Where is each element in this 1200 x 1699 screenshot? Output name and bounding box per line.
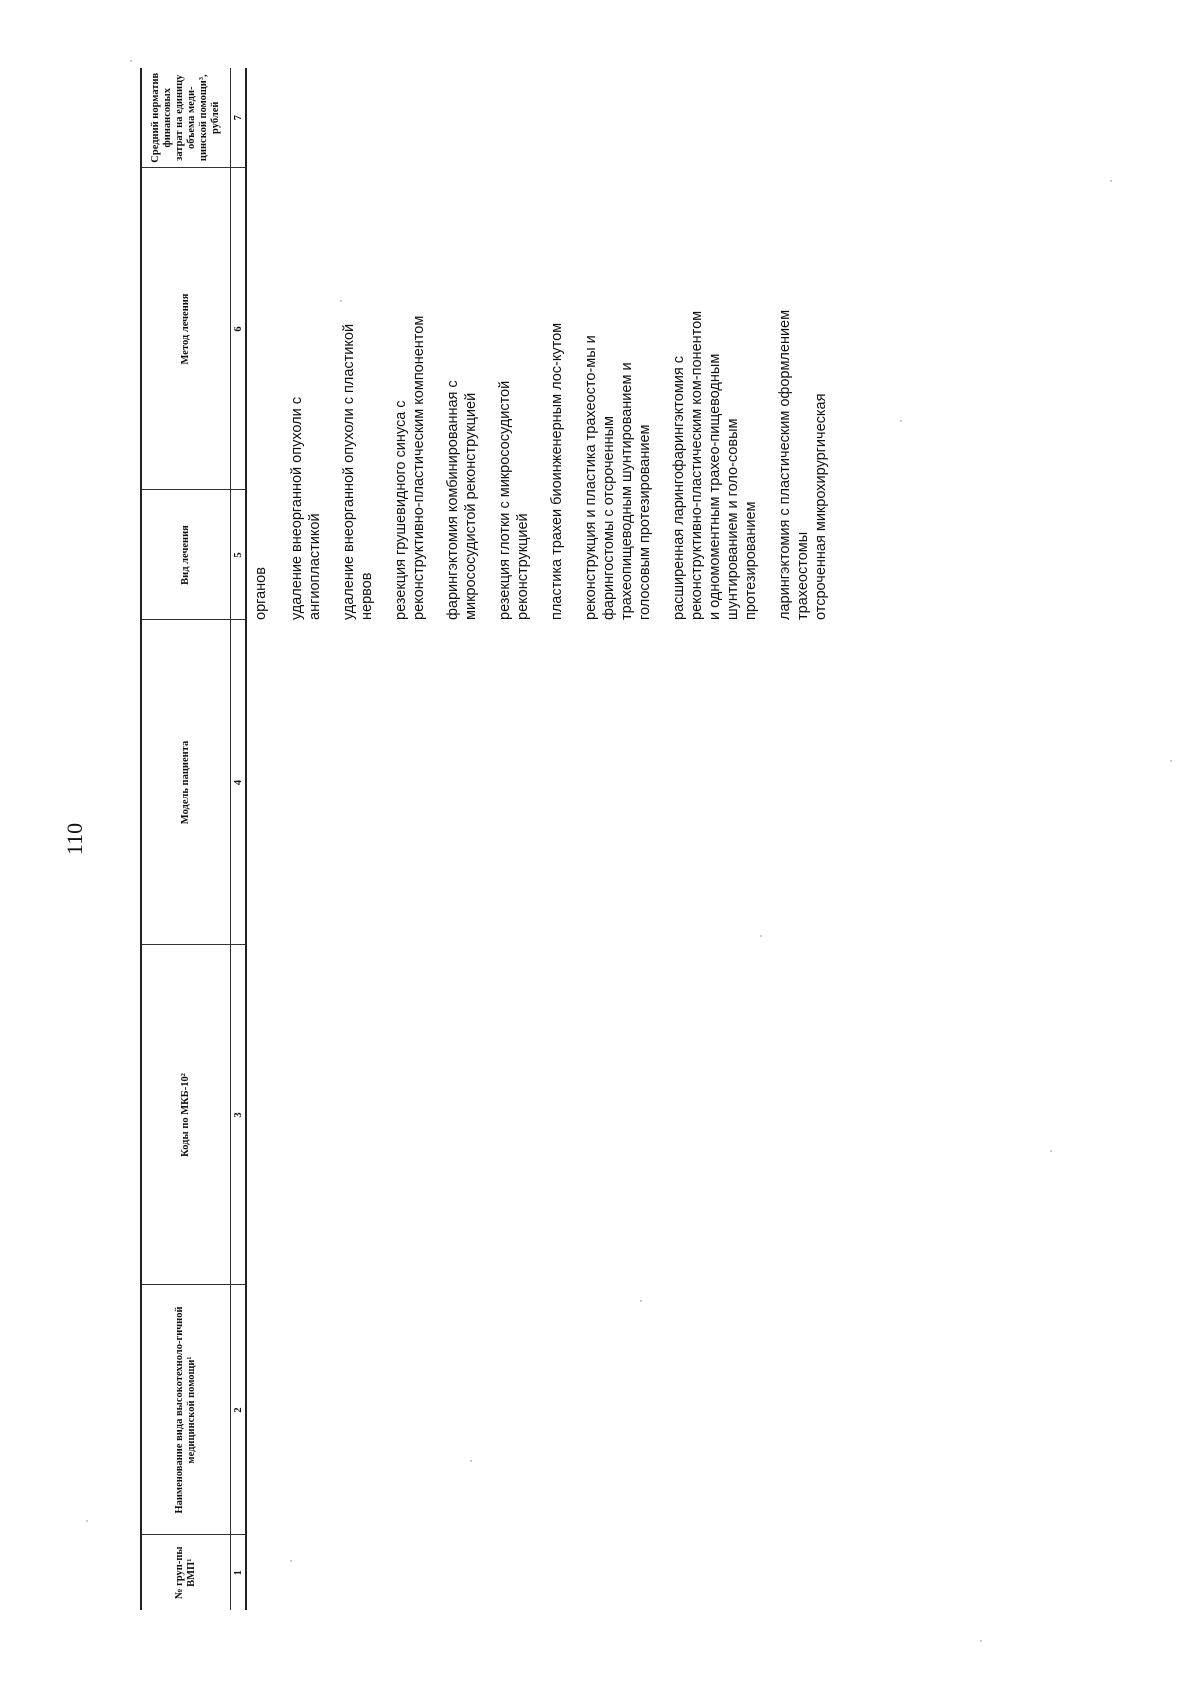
page-number: 110 — [62, 822, 87, 856]
header-treatment-type: Вид лечения — [141, 490, 231, 620]
method-item: резекция глотки с микрососудистой реконструкцией — [497, 380, 531, 620]
method-item: пластика трахеи биоинженерным лос-кутом — [549, 322, 565, 620]
scan-speck — [980, 1640, 982, 1642]
scan-speck — [340, 300, 342, 302]
scan-speck — [900, 420, 902, 422]
method-item: удаление внеорганной опухоли с ангиопластикой — [289, 396, 323, 620]
column-number: 4 — [231, 620, 247, 945]
column-number: 2 — [231, 1285, 247, 1535]
method-item: резекция грушевидного синуса с реконструктивно-пластическим компонентом — [393, 315, 427, 620]
method-item: реконструкция и пластика трахеосто-мы и фарингостомы с отсроченным трахеопищеводным шунтированием и голосовым протезированием — [583, 335, 653, 620]
method-item: удаление внеорганной опухоли с пластикой нервов — [341, 323, 375, 620]
header-cost-norm: Средний норматив финансовых затрат на единицу объема меди-цинской помощи³, рублей — [141, 68, 231, 168]
header-vmp-name: Наименование вида высокотехноло-гичной медицинской помощи¹ — [141, 1285, 231, 1535]
table-header-row — [141, 68, 231, 1610]
vmp-table — [140, 68, 247, 1610]
header-icd-codes: Коды по МКБ-10² — [141, 945, 231, 1285]
scan-speck — [130, 60, 132, 62]
column-number-row — [231, 68, 247, 1610]
header-group-number: № груп-пы ВМП¹ — [141, 1535, 231, 1610]
scan-speck — [86, 1520, 88, 1522]
scan-speck — [640, 1300, 642, 1302]
column-number: 1 — [231, 1535, 247, 1610]
scan-speck — [290, 1560, 292, 1562]
method-item: расширенная ларингофарингэктомия с реконструктивно-пластическим ком-понентом и одномоментным трахео-пищеводным шунтированием и голо-совым протезированием — [671, 310, 759, 620]
scan-speck — [760, 935, 762, 937]
scan-speck — [470, 1460, 472, 1462]
scan-speck — [1050, 1150, 1052, 1152]
column-number: 5 — [231, 490, 247, 620]
column-number: 7 — [231, 68, 247, 168]
method-item: отсроченная микрохирургическая — [813, 393, 829, 620]
scan-speck — [1170, 760, 1172, 762]
header-treatment-method: Метод лечения — [141, 168, 231, 490]
rotated-table-block — [62, 68, 1130, 1610]
treatment-methods-list — [252, 300, 846, 620]
method-item: органов — [253, 567, 269, 620]
method-item: фарингэктомия комбинированная с микрососудистой реконструкцией — [445, 380, 479, 620]
method-item: ларингэктомия с пластическим оформлением трахеостомы — [777, 309, 811, 620]
column-number: 3 — [231, 945, 247, 1285]
column-number: 6 — [231, 168, 247, 490]
scan-speck — [1110, 180, 1112, 182]
header-patient-model: Модель пациента — [141, 620, 231, 945]
